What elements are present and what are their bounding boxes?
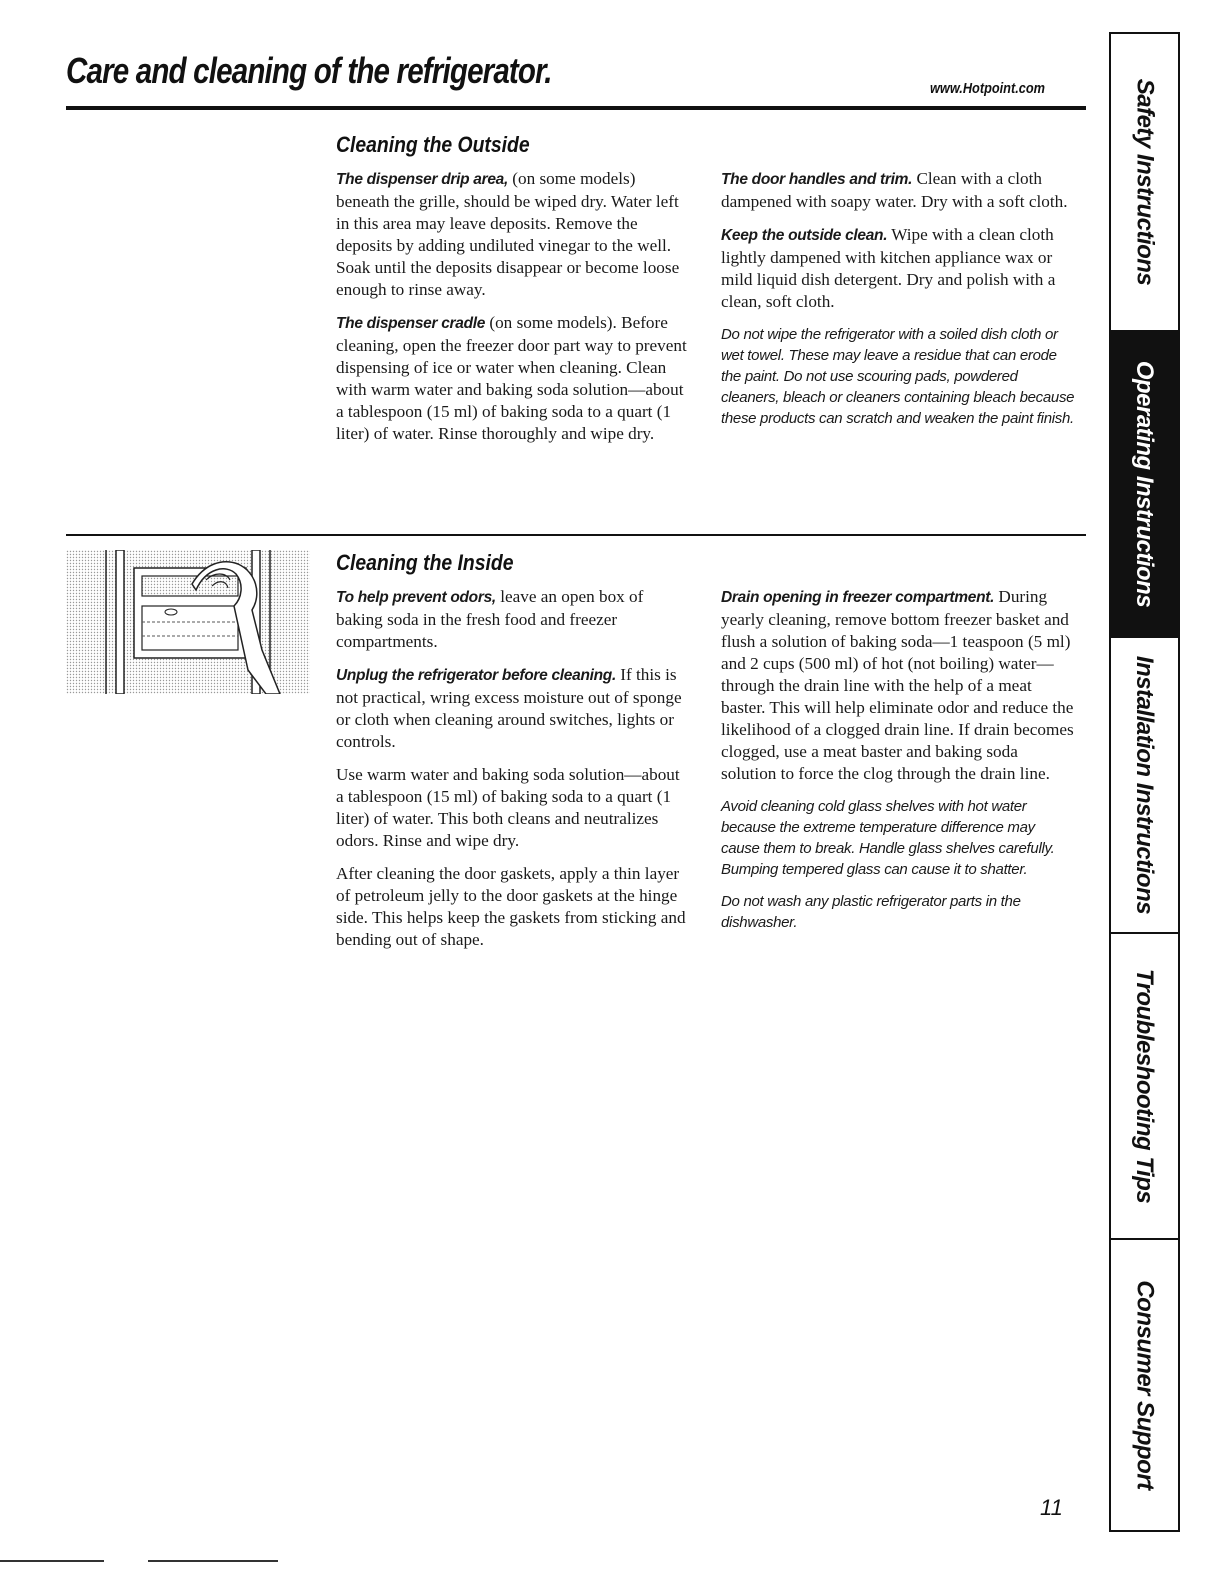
section-tabs-sidebar bbox=[1109, 32, 1180, 1532]
warm-water-paragraph: Use warm water and baking soda solution—about a tablespoon (15 ml) of baking soda to a quart (1 liter) of water. This both cleans and neutralizes odors. Rinse and wipe dry. bbox=[336, 765, 680, 850]
dispenser-cradle-paragraph bbox=[336, 312, 691, 445]
bottom-edge-mark bbox=[148, 1560, 278, 1562]
odors-lead: To help prevent odors, bbox=[336, 589, 496, 606]
tab-consumer-support[interactable] bbox=[1111, 1240, 1178, 1530]
page-number: 11 bbox=[1040, 1495, 1063, 1520]
tab-label: Installation Instructions bbox=[1131, 655, 1159, 915]
website-url[interactable]: www.Hotpoint.com bbox=[930, 80, 1045, 97]
door-handles-lead: The door handles and trim. bbox=[721, 171, 913, 188]
tab-label: Safety Instructions bbox=[1131, 78, 1159, 286]
tab-label: Operating Instructions bbox=[1131, 360, 1159, 608]
tab-installation-instructions[interactable] bbox=[1111, 638, 1178, 934]
gaskets-paragraph: After cleaning the door gaskets, apply a thin layer of petroleum jelly to the door gaskets at the hinge side. This helps keep the gaskets from sticking and bending out of shape. bbox=[336, 864, 686, 949]
dispenser-drip-paragraph bbox=[336, 168, 691, 301]
tab-operating-instructions[interactable] bbox=[1111, 332, 1178, 638]
glass-shelves-note: Avoid cleaning cold glass shelves with hot water because the extreme temperature difference may cause them to break. Handle glass shelves carefully. Bumping tempered glass can cause it to shatter. bbox=[721, 798, 1055, 878]
dispenser-cradle-lead: The dispenser cradle bbox=[336, 315, 486, 332]
inside-left-column bbox=[336, 586, 691, 962]
dispenser-cradle-text: (on some models). Before cleaning, open the freezer door part way to prevent dispensing of ice or water when cleaning. Clean with warm water and baking soda solution—about a tablespoon (15 ml) of baking soda to a quart (1 liter) of water. Rinse thoroughly and wipe dry. bbox=[336, 313, 687, 443]
tab-troubleshooting-tips[interactable] bbox=[1111, 934, 1178, 1240]
section-heading-inside: Cleaning the Inside bbox=[336, 550, 514, 575]
odors-text: leave an open box of baking soda in the fresh food and freezer compartments. bbox=[336, 587, 644, 651]
section-divider bbox=[66, 534, 1086, 536]
tab-safety-instructions[interactable] bbox=[1111, 34, 1178, 332]
page-title: Care and cleaning of the refrigerator. bbox=[66, 50, 552, 91]
tab-label: Consumer Support bbox=[1131, 1280, 1159, 1490]
drain-text: During yearly cleaning, remove bottom freezer basket and flush a solution of baking soda—1 teaspoon (5 ml) and 2 cups (500 ml) of hot (not boiling) water—through the drain line with the help of a meat baster. This will help eliminate odor and reduce the likelihood of a clogged drain line. If drain becomes clogged, use a meat baster and baking soda solution to force the clog through the drain line. bbox=[721, 587, 1074, 783]
keep-clean-text: Wipe with a clean cloth lightly dampened with kitchen appliance wax or mild liquid dish detergent. Dry and polish with a clean, soft cloth. bbox=[721, 225, 1056, 311]
dispenser-drip-lead: The dispenser drip area, bbox=[336, 171, 508, 188]
unplug-lead: Unplug the refrigerator before cleaning. bbox=[336, 667, 616, 684]
section-heading-outside: Cleaning the Outside bbox=[336, 132, 530, 157]
title-divider bbox=[66, 106, 1086, 110]
dishwasher-note: Do not wash any plastic refrigerator parts in the dishwasher. bbox=[721, 893, 1021, 931]
outside-right-column bbox=[721, 168, 1076, 440]
paint-warning-note: Do not wipe the refrigerator with a soiled dish cloth or wet towel. These may leave a residue that can erode the paint. Do not use scouring pads, powdered cleaners, bleach or cleaners containing bleach because these products can scratch and weaken the paint finish. bbox=[721, 326, 1075, 427]
inside-right-column bbox=[721, 586, 1076, 944]
drain-paragraph bbox=[721, 586, 1076, 785]
door-handles-text: Clean with a cloth dampened with soapy water. Dry with a soft cloth. bbox=[721, 169, 1068, 211]
drain-lead: Drain opening in freezer compartment. bbox=[721, 589, 995, 606]
door-handles-paragraph bbox=[721, 168, 1076, 213]
unplug-paragraph bbox=[336, 664, 691, 753]
refrigerator-cleaning-illustration bbox=[66, 550, 310, 694]
outside-left-column bbox=[336, 168, 691, 456]
keep-clean-lead: Keep the outside clean. bbox=[721, 227, 888, 244]
bottom-edge-mark bbox=[0, 1560, 104, 1562]
dispenser-drip-text: (on some models) beneath the grille, should be wiped dry. Water left in this area may leave deposits. Remove the deposits by adding undiluted vinegar to the well. Soak until the deposits disappear or become loose enough to rinse away. bbox=[336, 169, 680, 299]
odors-paragraph bbox=[336, 586, 691, 653]
tab-label: Troubleshooting Tips bbox=[1131, 968, 1159, 1204]
keep-clean-paragraph bbox=[721, 224, 1076, 313]
unplug-text: If this is not practical, wring excess moisture out of sponge or cloth when cleaning around switches, lights or controls. bbox=[336, 665, 682, 751]
